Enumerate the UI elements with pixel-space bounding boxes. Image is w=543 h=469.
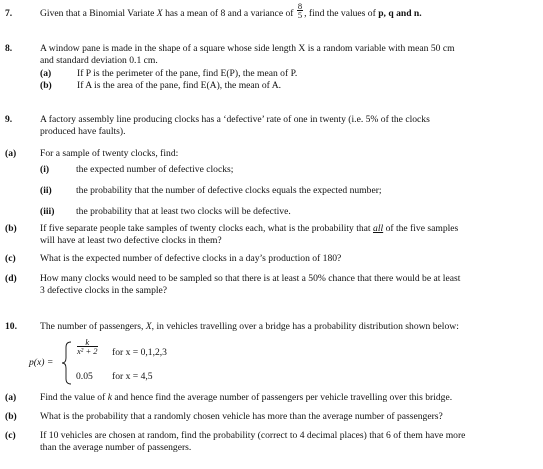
question-9a-ii-label: (ii) [40,185,52,196]
question-10b-label: (b) [5,411,17,422]
question-7-text: Given that a Binomial Variate X has a mean of 8 and a variance of $\frac{8}{5}$ , find the values of p, q and n. [40,1,422,21]
question-9a-iii-label: (iii) [40,206,55,217]
question-9c-label: (c) [5,253,16,264]
piecewise-function-lhs: p(x) = [29,357,54,368]
question-10c-text: If 10 vehicles are chosen at random, find the probability (correct to 4 decimal places) that 6 of them have more than the average number of passengers. [40,430,466,453]
variable-x: X [156,8,163,19]
question-9b-text: If five separate people take samples of twenty clocks each, what is the probability that all of the five samples will have at least two defective clocks in them? [40,223,459,246]
question-9a-label: (a) [5,148,17,159]
question-9-number: 9. [5,114,13,125]
question-8a-label: (a) [40,68,52,79]
question-9-text: A factory assembly line producing clocks has a ‘defective’ rate of one in twenty (i.e. 5% of the clocks produced have faults). [40,114,430,137]
question-10a-label: (a) [5,392,17,403]
left-brace-icon [61,341,73,385]
piecewise-case-2-value: 0.05 [76,371,93,382]
question-8-number: 8. [5,43,13,54]
question-9a-ii-text: the probability that the number of defective clocks equals the expected number; [76,185,382,196]
question-8b-text: If A is the area of the pane, find E(A), the mean of A. [77,80,282,91]
question-8a-text: If P is the perimeter of the pane, find E(P), the mean of P. [77,68,298,79]
question-9a-i-text: the expected number of defective clocks; [76,164,234,175]
piecewise-case-2-condition: for x = 4,5 [112,371,153,382]
variable-x: X [145,321,152,332]
question-10c-label: (c) [5,430,16,441]
question-9c-text: What is the expected number of defective clocks in a day’s production of 180? [40,253,342,264]
question-9a-iii-text: the probability that at least two clocks will be defective. [76,206,291,217]
question-8b-label: (b) [40,80,52,91]
question-7-number: 7. [5,8,13,19]
question-9b-label: (b) [5,223,17,234]
question-8-text: A window pane is made in the shape of a square whose side length X is a random variable with mean 50 cm and standard deviation 0.1 cm. [40,43,455,66]
question-9a-i-label: (i) [40,164,50,175]
question-9d-label: (d) [5,273,17,284]
question-10-text: The number of passengers, X, in vehicles travelling over a bridge has a probability distribution shown below: [40,321,459,332]
question-9d-text: How many clocks would need to be sampled so that there is at least a 50% chance that there would be at least 3 defective clocks in the sample? [40,273,461,296]
question-10a-text: Find the value of k and hence find the average number of passengers per vehicle travelling over this bridge. [40,392,453,403]
question-10b-text: What is the probability that a randomly chosen vehicle has more than the average number of passengers? [40,411,443,422]
question-9a-text: For a sample of twenty clocks, find: [40,148,179,159]
emphasis-all: all [373,223,384,234]
question-10-number: 10. [5,321,17,332]
piecewise-case-1-condition: for x = 0,1,2,3 [112,347,167,358]
fraction-8-over-5: $\frac{8}{5}$ [297,1,303,21]
piecewise-case-1-fraction: $\frac{k}{\text{x² + 2}}$ [77,337,98,356]
